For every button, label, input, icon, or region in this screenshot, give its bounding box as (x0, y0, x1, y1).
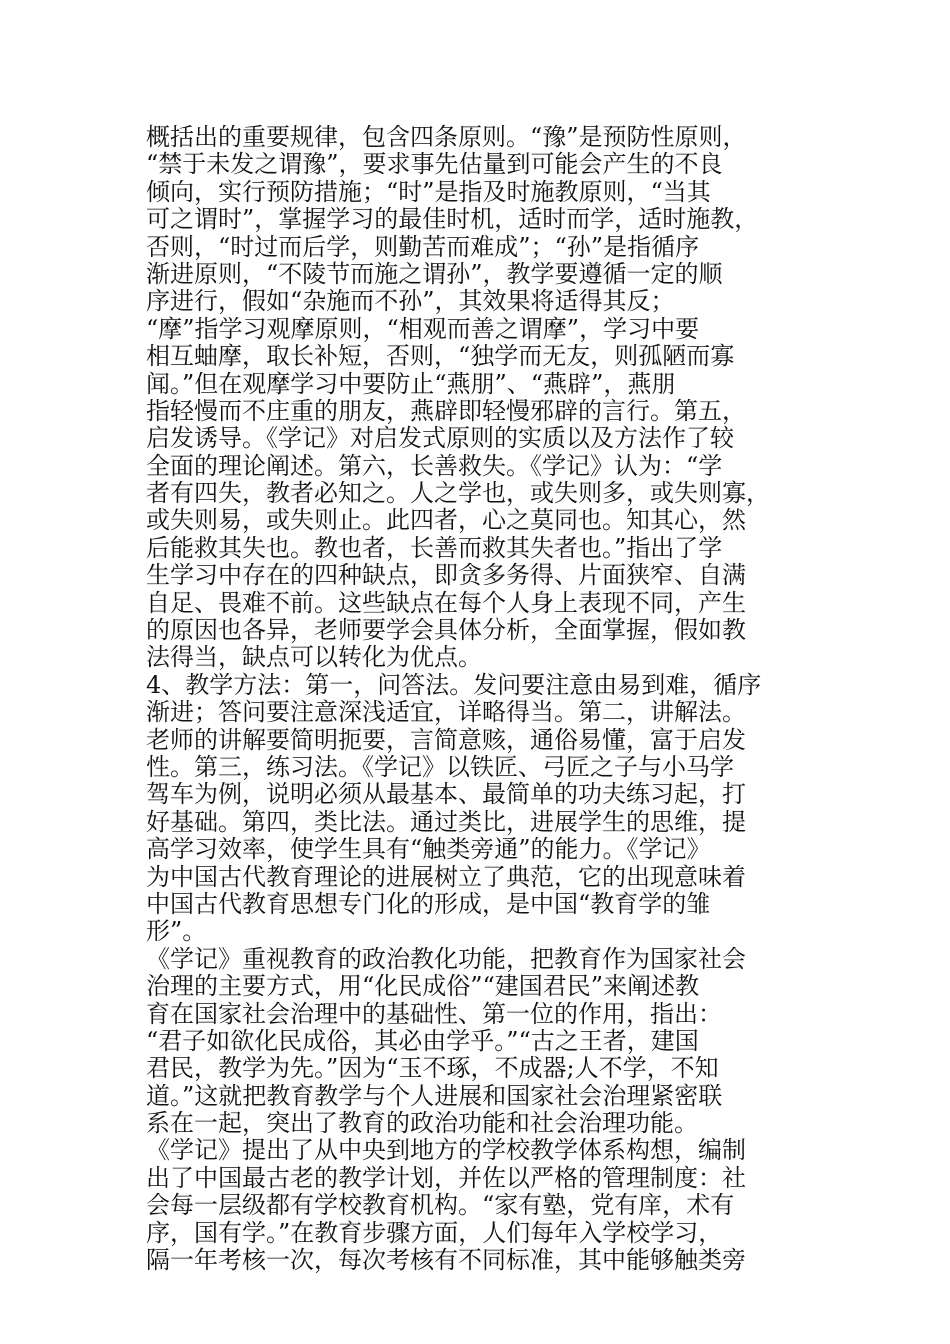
text-line: “君子如欲化民成俗，其必由学乎。”“古之王者，建国 (146, 1027, 699, 1055)
text-line: “禁于未发之谓豫”，要求事先估量到可能会产生的不良 (146, 151, 723, 179)
text-line: 指轻慢而不庄重的朋友，燕辟即轻慢邪辟的言行。第五， (146, 397, 746, 425)
text-line: 闻。”但在观摩学习中要防止“燕朋”、“燕辟”，燕朋 (146, 370, 676, 398)
text-line: 会每一层级都有学校教育机构。“家有塾，党有庠，术有 (146, 1192, 735, 1220)
text-line: 驾车为例，说明必须从最基本、最简单的功夫练习起，打 (146, 781, 746, 809)
text-line: 生学习中存在的四种缺点，即贪多务得、片面狭窄、自满 (146, 562, 746, 590)
text-line: 自足、畏难不前。这些缺点在每个人身上表现不同，产生 (146, 589, 746, 617)
text-line: 概括出的重要规律，包含四条原则。“豫”是预防性原则， (146, 124, 747, 151)
text-line: 中国古代教育思想专门化的形成，是中国“教育学的雏 (146, 890, 711, 918)
text-line: 可之谓时”，掌握学习的最佳时机，适时而学，适时施教， (146, 206, 759, 234)
text-line: 者有四失，教者必知之。人之学也，或失则多，或失则寡， (146, 480, 770, 508)
text-line: 的原因也各异，老师要学会具体分析，全面掌握，假如教 (146, 617, 746, 645)
text-line: 好基础。第四，类比法。通过类比，进展学生的思维，提 (146, 808, 746, 836)
text-line: 出了中国最古老的教学计划，并佐以严格的管理制度：社 (146, 1164, 746, 1192)
text-line: “摩”指学习观摩原则，“相观而善之谓摩”，学习中要 (146, 315, 700, 343)
text-line: 《学记》提出了从中央到地方的学校教学体系构想，编制 (146, 1137, 746, 1165)
text-line: 否则，“时过而后学，则勤苦而难成”；“孙”是指循序 (146, 233, 700, 261)
text-line: 后能救其失也。教也者，长善而救其失者也。”指出了学 (146, 534, 723, 562)
text-line: 序进行，假如“杂施而不孙”，其效果将适得其反； (146, 288, 675, 316)
text-line: 形”。 (146, 918, 207, 946)
text-line: 《学记》重视教育的政治教化功能，把教育作为国家社会 (146, 945, 746, 973)
text-line: 倾向，实行预防措施；“时”是指及时施教原则，“当其 (146, 178, 711, 206)
text-line: 系在一起，突出了教育的政治功能和社会治理功能。 (146, 1110, 698, 1138)
text-line: 道。”这就把教育教学与个人进展和国家社会治理紧密联 (146, 1082, 723, 1110)
text-line: 高学习效率，使学生具有“触类旁通”的能力。《学记》 (146, 836, 711, 864)
text-line: 君民，教学为先。”因为“玉不琢，不成器;人不学，不知 (146, 1055, 719, 1083)
text-line: 启发诱导。《学记》对启发式原则的实质以及方法作了较 (146, 425, 734, 453)
text-line: 隔一年考核一次，每次考核有不同标准，其中能够触类旁 (146, 1247, 746, 1275)
text-line: 育在国家社会治理中的基础性、第一位的作用，指出： (146, 1000, 722, 1028)
text-line: 为中国古代教育理论的进展树立了典范，它的出现意味着 (146, 863, 746, 891)
text-line: 4、教学方法：第一，问答法。发问要注意由易到难，循序 (146, 671, 762, 699)
text-line: 渐进；答问要注意深浅适宜，详略得当。第二，讲解法。 (146, 699, 746, 727)
text-line: 渐进原则，“不陵节而施之谓孙”，教学要遵循一定的顺 (146, 260, 723, 288)
text-line: 全面的理论阐述。第六，长善救失。《学记》认为：“学 (146, 452, 723, 480)
text-line: 老师的讲解要简明扼要，言简意赅，通俗易懂，富于启发 (146, 726, 746, 754)
text-line: 序，国有学。”在教育步骤方面，人们每年入学校学习， (146, 1219, 723, 1247)
text-line: 或失则易，或失则止。此四者，心之莫同也。知其心，然 (146, 507, 746, 535)
text-line: 性。第三，练习法。《学记》以铁匠、弓匠之子与小马学 (146, 753, 734, 781)
text-line: 相互蚰摩，取长补短，否则，“独学而无友，则孤陋而寡 (146, 343, 735, 371)
document-body (146, 124, 806, 1274)
text-line: 法得当，缺点可以转化为优点。 (146, 644, 482, 672)
text-line: 治理的主要方式，用“化民成俗”“建国君民”来阐述教 (146, 973, 700, 1001)
